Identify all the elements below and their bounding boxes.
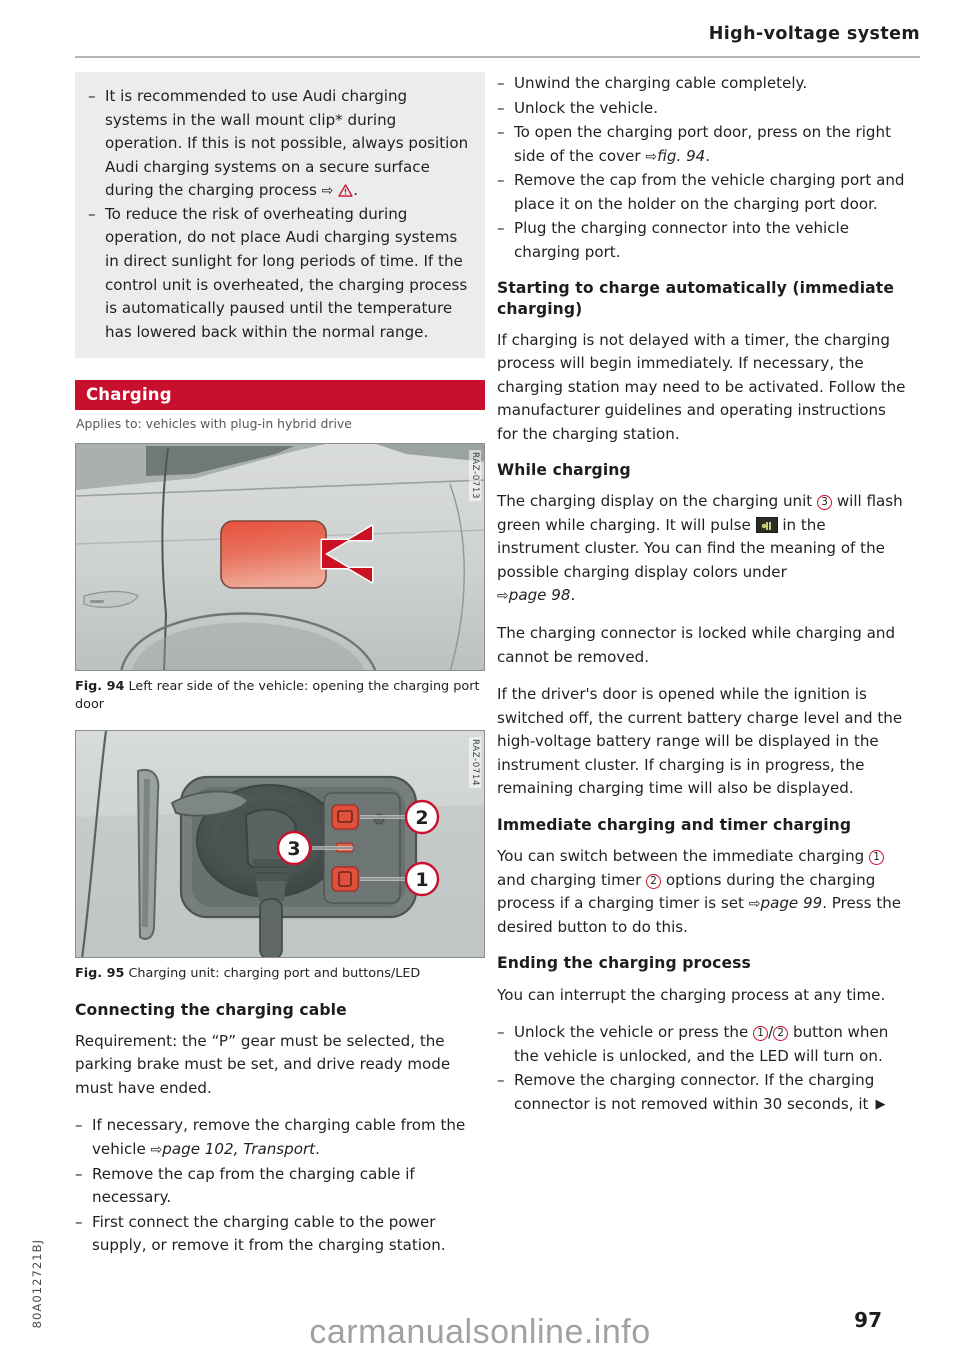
applies-to-text: Applies to: vehicles with plug-in hybrid drive [76, 416, 352, 432]
cross-reference-target[interactable]: page 98 [508, 586, 571, 605]
note-list [88, 85, 470, 344]
callout-separator: / [768, 1023, 774, 1042]
while-charging-paragraph-1 [497, 490, 907, 608]
warning-note-box [75, 72, 485, 358]
cross-reference-target[interactable]: page 102, Transport [162, 1139, 316, 1158]
list-item [497, 1069, 907, 1116]
connecting-requirement-paragraph: Requirement: the “P” gear must be selected, the parking brake must be set, and drive ready mode must have ended. [75, 1031, 451, 1097]
list-item [497, 1021, 907, 1068]
cross-reference-target[interactable]: page 99 [760, 894, 823, 913]
while-text-a: The charging display on the charging unit [497, 492, 818, 511]
callout-2 [406, 801, 438, 833]
button-2-glyph [332, 805, 358, 829]
immediate-text-b: and charging timer [497, 870, 647, 889]
figure-94 [75, 443, 485, 714]
step-text-post: . [315, 1139, 320, 1158]
connecting-steps-list [75, 1114, 485, 1257]
document-part-number: 80A012721BJ [30, 1238, 44, 1328]
header-divider [75, 56, 920, 58]
note-item-text: It is recommended to use Audi charging systems in the wall mount clip* during operation. If this is not possible, always position Audi charging systems on a secure surface during the charging process [105, 87, 469, 200]
while-charging-paragraph-3: If the driver's door is opened while the ignition is switched off, the current battery charge level and the high-voltage battery range will be displayed in the instrument cluster. If charging is in progress, the remaining charging time will also be displayed. [497, 685, 903, 798]
step-text: Remove the cap from the vehicle charging port and place it on the holder on the charging port door. [514, 171, 905, 213]
immediate-charging-paragraph [497, 845, 907, 939]
callout-ref-3: 3 [817, 495, 832, 510]
figure-95-image [75, 730, 485, 958]
page-title: High-voltage system [708, 24, 920, 44]
list-item [497, 169, 907, 216]
cross-reference-arrow-icon: ⇨ [321, 183, 334, 200]
page-header [75, 24, 920, 44]
while-text-c: in the instrument cluster. You can find the meaning of the possible charging display colors under [497, 515, 885, 581]
ending-step-text-b: button when the vehicle is unlocked, and the LED will turn on. [514, 1023, 889, 1065]
step-text: If necessary, remove the charging cable from the vehicle [92, 1116, 466, 1158]
page-number: 97 [854, 1308, 882, 1332]
cross-reference-arrow-icon: ⇨ [150, 1141, 163, 1158]
svg-text:3: 3 [287, 838, 301, 861]
car-rear-side-illustration [76, 444, 485, 671]
section-title: Charging [86, 385, 172, 405]
list-item [497, 121, 907, 168]
figure-94-image [75, 443, 485, 671]
auto-charging-paragraph: If charging is not delayed with a timer, the charging process will begin immediately. If necessary, the charging station may need to be activated. Follow the manufacturer guidelines and operating instructions for the charging station. [497, 330, 906, 443]
heading-connecting-charging-cable: Connecting the charging cable [75, 1000, 347, 1019]
heading-while-charging: While charging [497, 461, 631, 480]
ending-step-text: Remove the charging connector. If the charging connector is not removed within 30 seconds, it [514, 1071, 875, 1113]
callout-ref-1: 1 [869, 850, 884, 865]
step-text-post: . [705, 146, 711, 165]
cross-reference-target[interactable]: fig. 94 [657, 146, 706, 165]
callout-ref-2: 2 [773, 1026, 788, 1041]
callout-3 [278, 832, 310, 864]
cross-reference-arrow-icon: ⇨ [497, 588, 509, 605]
heading-immediate-and-timer-charging: Immediate charging and timer charging [497, 816, 852, 835]
step-text: Remove the cap from the charging cable if necessary. [92, 1164, 415, 1207]
figure-95-caption [75, 965, 485, 983]
while-text-b: will flash green while charging. It will pulse [497, 492, 903, 534]
svg-text:1: 1 [415, 869, 429, 892]
step-text: Plug the charging connector into the vehicle charging port. [514, 219, 850, 262]
opening-steps-list [497, 72, 907, 265]
while-charging-paragraph-2: The charging connector is locked while charging and cannot be removed. [497, 624, 896, 666]
section-header-charging [75, 380, 485, 410]
immediate-text-d: . Press the desired button to do this. [497, 894, 902, 936]
immediate-text-a: You can switch between the immediate charging [497, 847, 870, 866]
figure-94-caption-text: Left rear side of the vehicle: opening the charging port door [75, 679, 480, 713]
list-item [75, 1211, 485, 1258]
step-text: First connect the charging cable to the power supply, or remove it from the charging station. [92, 1212, 446, 1255]
immediate-text-c: options during the charging process if a charging timer is set [497, 870, 876, 913]
step-text: Unlock the vehicle. [514, 98, 659, 117]
ending-step-text-a: Unlock the vehicle or press the [514, 1023, 754, 1042]
list-item: – It is recommended to use Audi charging systems in the wall mount clip* during operation. If this is not possible, always position Audi charging systems on a secure surface during the charging process ⇨ . [88, 85, 470, 203]
svg-text:2: 2 [415, 807, 429, 830]
while-text-d: . [570, 586, 576, 605]
step-text: Unwind the charging cable completely. [514, 74, 808, 92]
figure-94-code: RAZ-0713 [470, 452, 480, 500]
list-item [75, 1163, 485, 1210]
heading-ending-the-charging-process: Ending the charging process [497, 954, 751, 973]
callout-1 [406, 863, 438, 895]
list-item [497, 72, 907, 96]
figure-95 [75, 730, 485, 983]
charging-unit-illustration [76, 731, 485, 958]
figure-95-caption-text: Charging unit: charging port and buttons/LED [128, 966, 421, 982]
left-column [75, 72, 485, 1271]
cross-reference-arrow-icon: ⇨ [645, 148, 658, 165]
callout-ref-2: 2 [646, 874, 661, 889]
continuation-arrow-icon: ▶ [875, 1096, 886, 1112]
note-item-text: To reduce the risk of overheating during operation, do not place Audi charging systems in direct sunlight for long periods of time. If the control unit is overheated, the charging process is automatically paused until the temperature has lowered back within the normal range. [105, 204, 468, 341]
ending-charging-paragraph: You can interrupt the charging process at any time. [497, 985, 886, 1004]
callout-ref-1: 1 [753, 1026, 768, 1041]
figure-95-code: RAZ-0714 [470, 739, 480, 787]
list-item [88, 203, 470, 344]
list-item [497, 97, 907, 121]
watermark: carmanualsonline.info [309, 1313, 651, 1351]
step-text: To open the charging port door, press on the right side of the cover [514, 123, 891, 165]
list-item [75, 1114, 485, 1161]
figure-94-caption [75, 678, 485, 714]
list-item [497, 217, 907, 264]
charging-indicator-icon [756, 517, 778, 533]
figure-94-label: Fig. 94 [75, 679, 125, 695]
warning-triangle-icon [338, 184, 353, 197]
cross-reference-arrow-icon: ⇨ [748, 896, 761, 913]
right-column [497, 72, 907, 1129]
ending-steps-list [497, 1021, 907, 1116]
heading-starting-to-charge-automatically: Starting to charge automatically (immediate charging) [497, 278, 895, 318]
figure-95-label: Fig. 95 [75, 966, 125, 982]
button-1-glyph [332, 867, 358, 891]
